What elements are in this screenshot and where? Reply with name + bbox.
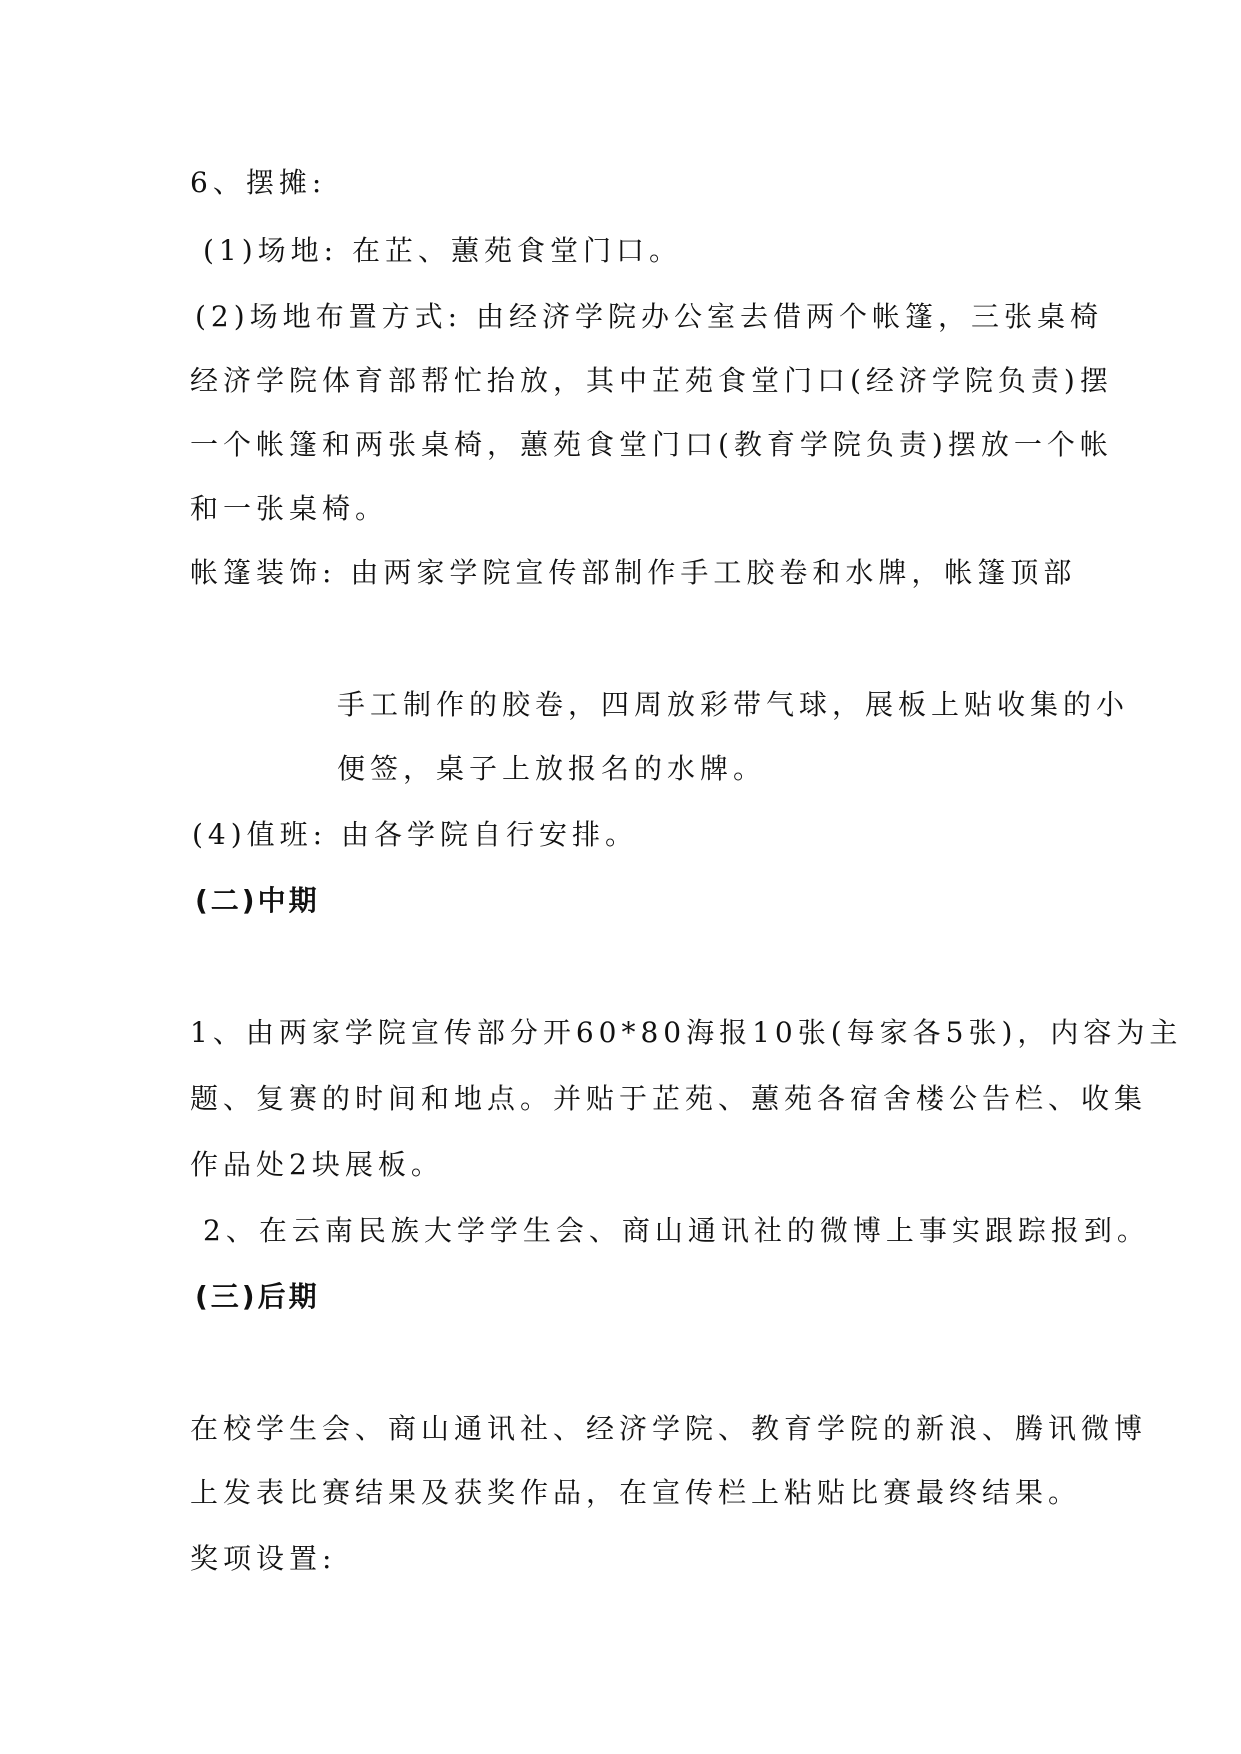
item-venue: (1)场地: 在芷、蕙苑食堂门口。 (203, 234, 682, 267)
tent-decoration: 帐篷装饰: 由两家学院宣传部制作手工胶卷和水牌，帐篷顶部 (190, 556, 1077, 589)
paragraph-line: 作品处2块展板。 (190, 1148, 444, 1181)
paragraph-line: 手工制作的胶卷，四周放彩带气球，展板上贴收集的小 (337, 688, 1130, 721)
paragraph-line: 和一张桌椅。 (190, 492, 389, 525)
paragraph-line: 1、由两家学院宣传部分开60*80海报10张(每家各5张)，内容为主 (190, 1016, 1183, 1049)
paragraph-line: 经济学院体育部帮忙抬放，其中芷苑食堂门口(经济学院负责)摆 (190, 364, 1113, 397)
paragraph-line: 2、在云南民族大学学生会、商山通讯社的微博上事实跟踪报到。 (203, 1214, 1150, 1247)
item-layout-method: (2)场地布置方式: 由经济学院办公室去借两个帐篷，三张桌椅 (195, 300, 1103, 333)
item-duty: (4)值班: 由各学院自行安排。 (192, 818, 638, 851)
section-6-title: 6、摆摊: (190, 166, 327, 199)
awards-heading: 奖项设置: (190, 1542, 337, 1575)
paragraph-line: 一个帐篷和两张桌椅，蕙苑食堂门口(教育学院负责)摆放一个帐 (190, 428, 1113, 461)
section-heading-later: (三)后期 (195, 1280, 320, 1313)
paragraph-line: 题、复赛的时间和地点。并贴于芷苑、蕙苑各宿舍楼公告栏、收集 (190, 1082, 1148, 1115)
paragraph-line: 上发表比赛结果及获奖作品，在宣传栏上粘贴比赛最终结果。 (190, 1476, 1082, 1509)
paragraph-line: 在校学生会、商山通讯社、经济学院、教育学院的新浪、腾讯微博 (190, 1412, 1148, 1445)
section-heading-middle: (二)中期 (195, 884, 320, 917)
paragraph-line: 便签，桌子上放报名的水牌。 (337, 752, 767, 785)
